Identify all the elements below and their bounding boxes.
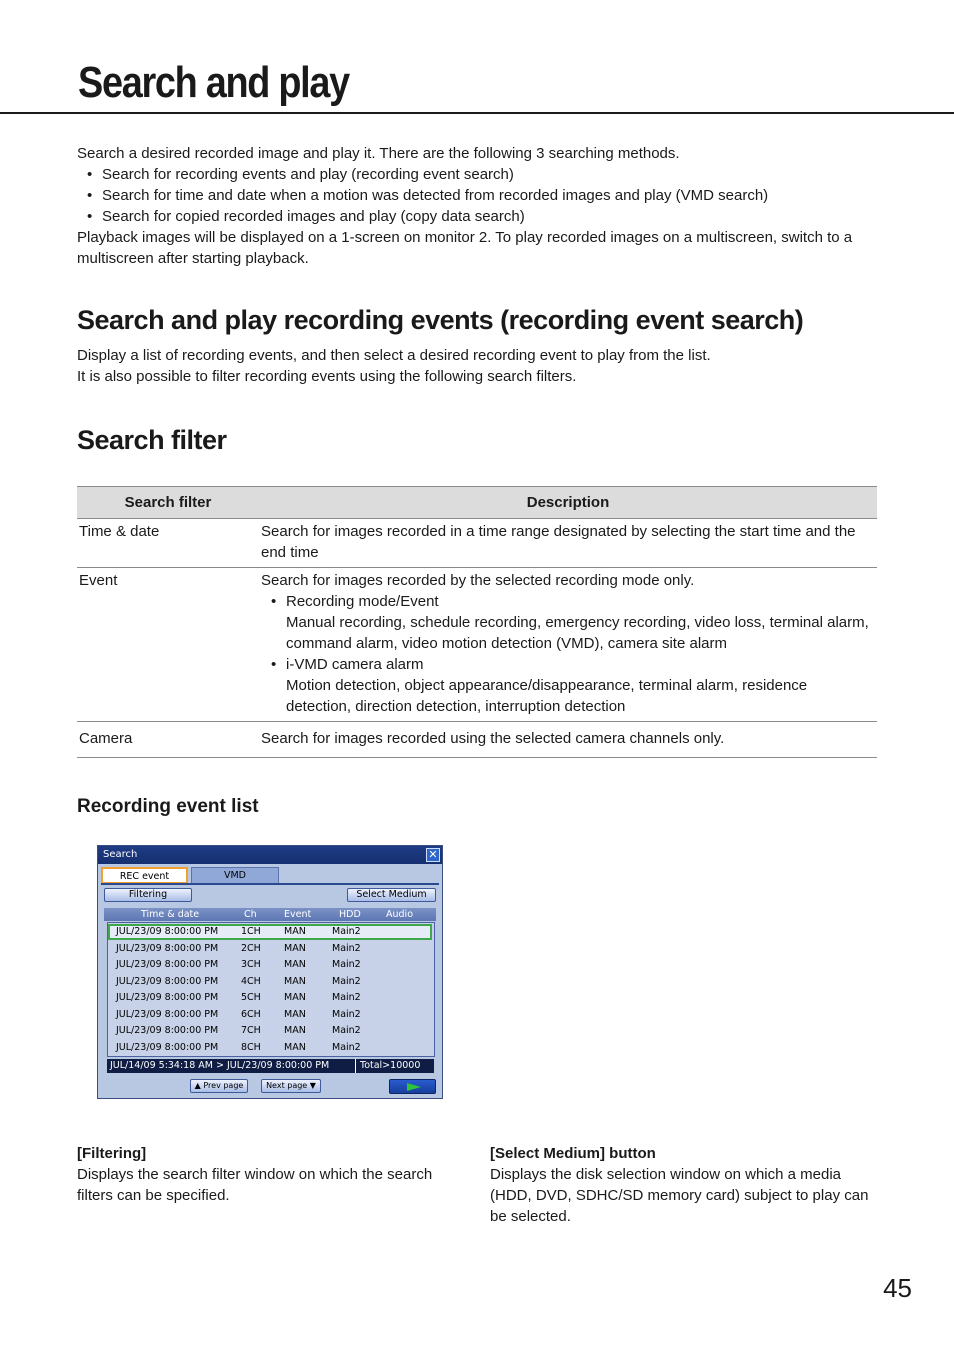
method-list bbox=[77, 164, 877, 227]
window-title: Search bbox=[103, 849, 138, 860]
select-medium-button[interactable]: Select Medium bbox=[347, 888, 436, 902]
section-heading: Search and play recording events (recording event search) bbox=[77, 305, 804, 335]
header-description: Description bbox=[259, 487, 877, 519]
row-ch: 3CH bbox=[241, 959, 261, 970]
event-desc: Search for images recorded by the selected recording mode only. bbox=[261, 572, 695, 589]
play-button[interactable] bbox=[389, 1079, 436, 1094]
row-hdd: Main2 bbox=[332, 976, 361, 987]
list-item[interactable] bbox=[108, 1040, 432, 1056]
row-hdd: Main2 bbox=[332, 926, 361, 937]
select-medium-text: Displays the disk selection window on which a media (HDD, DVD, SDHC/SD memory card) subject to play can be selected. bbox=[490, 1166, 869, 1225]
list-item[interactable] bbox=[108, 974, 432, 990]
filter-name: Event bbox=[77, 568, 259, 722]
row-ch: 5CH bbox=[241, 992, 261, 1003]
row-time: JUL/23/09 8:00:00 PM bbox=[116, 976, 219, 987]
filtering-title: [Filtering] bbox=[77, 1145, 147, 1162]
filtering-text: Displays the search filter window on which the search filters can be specified. bbox=[77, 1166, 433, 1204]
sub-title: Recording mode/Event bbox=[286, 593, 439, 610]
row-ch: 1CH bbox=[241, 926, 261, 937]
list-item[interactable] bbox=[108, 924, 432, 940]
column-ch[interactable]: Ch bbox=[244, 909, 257, 920]
sub-text: Motion detection, object appearance/disappearance, terminal alarm, residence detection, direction detection, interruption detection bbox=[286, 677, 808, 715]
event-sub-1 bbox=[261, 591, 875, 654]
list-item[interactable] bbox=[108, 1007, 432, 1023]
search-range: JUL/14/09 5:34:18 AM > JUL/23/09 8:00:00 PM bbox=[110, 1060, 330, 1071]
search-filter-heading: Search filter bbox=[77, 425, 227, 455]
row-ch: 6CH bbox=[241, 1009, 261, 1020]
filter-description bbox=[259, 568, 877, 722]
row-event: MAN bbox=[284, 1025, 306, 1036]
row-event: MAN bbox=[284, 943, 306, 954]
page-number: 45 bbox=[883, 1273, 912, 1303]
search-window bbox=[97, 845, 443, 1099]
event-sub-2 bbox=[261, 654, 875, 717]
bullet: • bbox=[271, 656, 277, 673]
row-event: MAN bbox=[284, 1042, 306, 1053]
recording-event-list-heading: Recording event list bbox=[77, 796, 259, 817]
row-event: MAN bbox=[284, 926, 306, 937]
filter-name: Camera bbox=[77, 722, 259, 758]
tab-rec-event[interactable]: REC event bbox=[101, 867, 188, 884]
column-audio[interactable]: Audio bbox=[386, 909, 414, 920]
bullet: • bbox=[271, 593, 277, 610]
row-hdd: Main2 bbox=[332, 959, 361, 970]
column-hdd[interactable]: HDD bbox=[339, 909, 361, 920]
row-hdd: Main2 bbox=[332, 992, 361, 1003]
intro-tail: Playback images will be displayed on a 1-screen on monitor 2. To play recorded images on a multiscreen, switch to a multiscreen after starting playback. bbox=[77, 229, 853, 267]
section-line-1: Display a list of recording events, and then select a desired recording event to play from the list. bbox=[77, 347, 711, 364]
total-count: Total>10000 bbox=[355, 1059, 420, 1073]
title-rule bbox=[0, 112, 954, 114]
row-hdd: Main2 bbox=[332, 1009, 361, 1020]
filter-description: Search for images recorded using the selected camera channels only. bbox=[259, 722, 877, 758]
row-event: MAN bbox=[284, 992, 306, 1003]
sub-title: i-VMD camera alarm bbox=[286, 656, 424, 673]
play-arrow-icon bbox=[407, 1083, 421, 1091]
table-row bbox=[77, 722, 877, 758]
filter-name: Time & date bbox=[77, 519, 259, 568]
method-item: • Search for time and date when a motion was detected from recorded images and play (VMD search) bbox=[77, 185, 877, 206]
next-page-button[interactable]: Next page ▼ bbox=[261, 1079, 321, 1093]
table-row bbox=[77, 519, 877, 568]
section-line-2: It is also possible to filter recording events using the following search filters. bbox=[77, 368, 577, 385]
filtering-description bbox=[77, 1143, 467, 1206]
filtering-button[interactable]: Filtering bbox=[104, 888, 192, 902]
row-time: JUL/23/09 8:00:00 PM bbox=[116, 992, 219, 1003]
list-item[interactable] bbox=[108, 957, 432, 973]
row-ch: 2CH bbox=[241, 943, 261, 954]
row-time: JUL/23/09 8:00:00 PM bbox=[116, 943, 219, 954]
select-medium-title: [Select Medium] button bbox=[490, 1145, 656, 1162]
row-hdd: Main2 bbox=[332, 943, 361, 954]
row-event: MAN bbox=[284, 1009, 306, 1020]
row-hdd: Main2 bbox=[332, 1025, 361, 1036]
table-row bbox=[77, 568, 877, 722]
intro-lead: Search a desired recorded image and play it. There are the following 3 searching methods. bbox=[77, 145, 680, 162]
row-hdd: Main2 bbox=[332, 1042, 361, 1053]
method-item: • Search for recording events and play (recording event search) bbox=[77, 164, 877, 185]
row-time: JUL/23/09 8:00:00 PM bbox=[116, 1025, 219, 1036]
section-description bbox=[77, 345, 877, 387]
status-bar bbox=[107, 1059, 434, 1073]
close-icon[interactable]: ✕ bbox=[426, 848, 440, 862]
column-time-date[interactable]: Time & date bbox=[141, 909, 200, 920]
tab-vmd[interactable]: VMD bbox=[191, 867, 279, 884]
method-item: • Search for copied recorded images and play (copy data search) bbox=[77, 206, 877, 227]
page-title: Search and play bbox=[78, 58, 349, 107]
row-time: JUL/23/09 8:00:00 PM bbox=[116, 1042, 219, 1053]
row-time: JUL/23/09 8:00:00 PM bbox=[116, 926, 219, 937]
row-event: MAN bbox=[284, 976, 306, 987]
list-header bbox=[104, 908, 436, 921]
list-item[interactable] bbox=[108, 1023, 432, 1039]
window-titlebar bbox=[98, 846, 442, 864]
tab-underline bbox=[101, 883, 439, 885]
row-time: JUL/23/09 8:00:00 PM bbox=[116, 959, 219, 970]
list-item[interactable] bbox=[108, 941, 432, 957]
row-ch: 7CH bbox=[241, 1025, 261, 1036]
search-filter-table bbox=[77, 486, 877, 758]
select-medium-description bbox=[490, 1143, 880, 1227]
row-ch: 4CH bbox=[241, 976, 261, 987]
list-item[interactable] bbox=[108, 990, 432, 1006]
row-event: MAN bbox=[284, 959, 306, 970]
event-list bbox=[107, 922, 435, 1057]
filter-description: Search for images recorded in a time range designated by selecting the start time and the end time bbox=[259, 519, 877, 568]
column-event[interactable]: Event bbox=[284, 909, 312, 920]
table-header-row bbox=[77, 487, 877, 519]
header-search-filter: Search filter bbox=[77, 487, 259, 519]
prev-page-button[interactable]: ▲ Prev page bbox=[190, 1079, 248, 1093]
intro-text bbox=[77, 143, 877, 269]
row-ch: 8CH bbox=[241, 1042, 261, 1053]
row-time: JUL/23/09 8:00:00 PM bbox=[116, 1009, 219, 1020]
sub-text: Manual recording, schedule recording, emergency recording, video loss, terminal alarm, command alarm, video motion detection (VMD), camera site alarm bbox=[286, 614, 869, 652]
